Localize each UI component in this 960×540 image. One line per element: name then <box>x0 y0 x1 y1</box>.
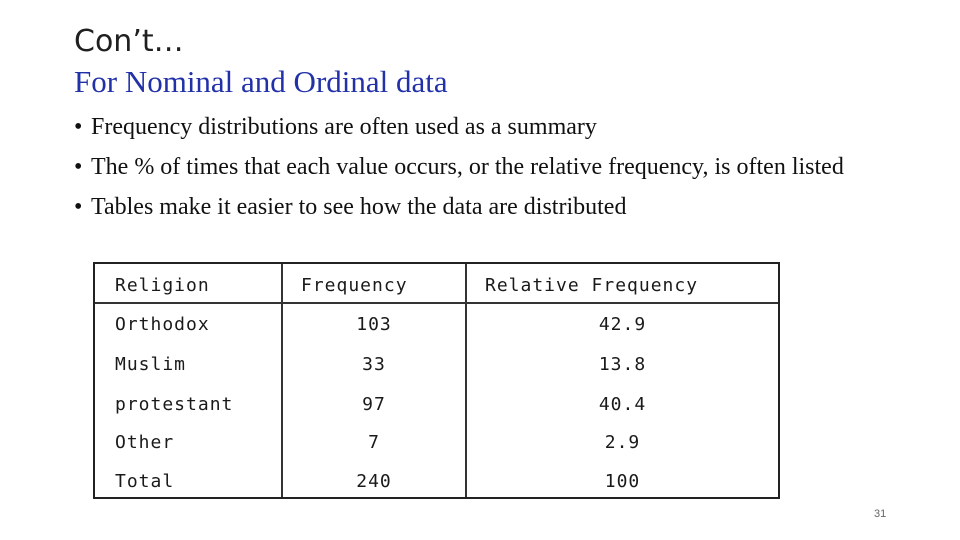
column-header-religion: Religion <box>115 275 210 296</box>
frequency-table <box>93 262 780 499</box>
page-number: 31 <box>874 508 887 520</box>
table-cell-religion: Total <box>115 471 175 492</box>
table-cell-frequency: 7 <box>368 432 380 453</box>
table-cell-frequency: 240 <box>356 471 392 492</box>
table-cell-relative: 40.4 <box>598 394 647 415</box>
slide-subtitle: For Nominal and Ordinal data <box>74 64 448 99</box>
table-cell-relative: 2.9 <box>604 432 641 453</box>
table-cell-frequency: 103 <box>356 314 392 335</box>
column-header-relative-frequency: Relative Frequency <box>485 275 699 296</box>
column-header-frequency: Frequency <box>301 275 408 296</box>
table-cell-religion: Other <box>115 432 175 453</box>
table-cell-religion: Orthodox <box>115 314 210 335</box>
table-cell-relative: 100 <box>604 471 641 492</box>
table-cell-religion: Muslim <box>115 354 187 375</box>
bullet-list <box>74 113 890 233</box>
bullet-item: • The % of times that each value occurs, or the relative frequency, is often listed <box>74 153 890 182</box>
table-cell-relative: 42.9 <box>598 314 647 335</box>
table-cell-relative: 13.8 <box>598 354 647 375</box>
table-cell-frequency: 97 <box>362 394 386 415</box>
table-divider <box>281 264 283 497</box>
table-divider <box>465 264 467 497</box>
bullet-item: • Tables make it easier to see how the data are distributed <box>74 193 890 222</box>
table-cell-frequency: 33 <box>362 354 386 375</box>
slide-title: Con’t… <box>74 24 184 59</box>
bullet-item: • Frequency distributions are often used as a summary <box>74 113 890 142</box>
table-cell-religion: protestant <box>115 394 234 415</box>
